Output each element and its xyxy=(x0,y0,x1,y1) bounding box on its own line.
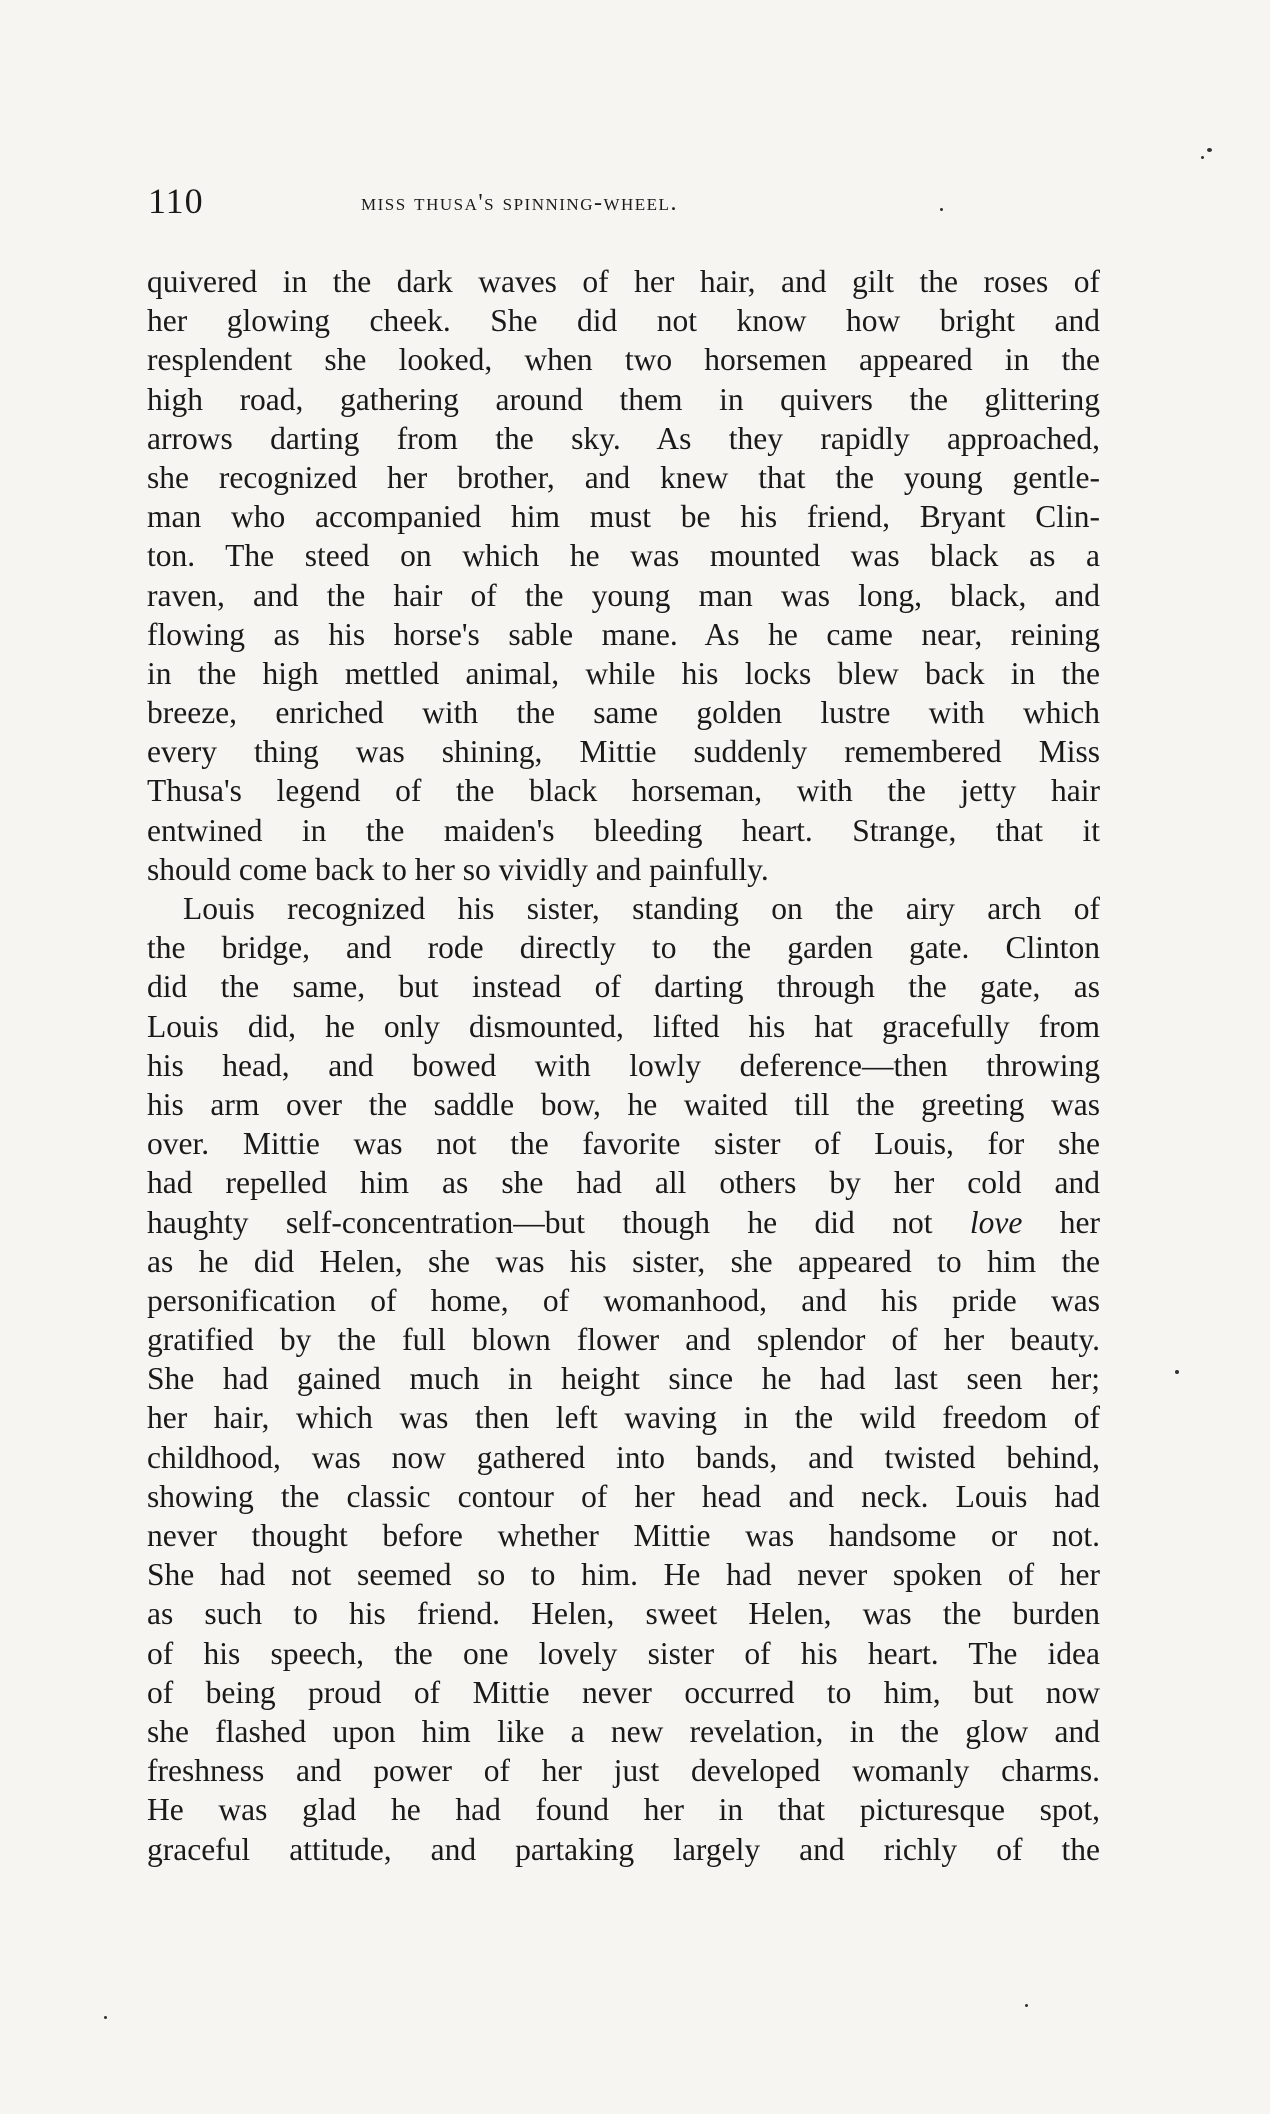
text-line: She had not seemed so to him. He had never spoken of her xyxy=(147,1557,1100,1593)
text-line-with-emphasis xyxy=(147,1203,1100,1242)
text-line: his head, and bowed with lowly deference—then throwing xyxy=(147,1047,1100,1083)
scan-speck xyxy=(1175,1370,1179,1374)
emphasis-love: love xyxy=(969,1204,1023,1240)
text-line: man who accompanied him must be his friend, Bryant Clin- xyxy=(147,499,1100,535)
text-line: her hair, which was then left waving in the wild freedom of xyxy=(147,1400,1100,1436)
scan-speck xyxy=(940,208,943,211)
scan-speck xyxy=(1025,2004,1028,2007)
text-fragment: haughty self-concentration—but though he did not xyxy=(147,1204,970,1240)
running-head xyxy=(148,176,958,226)
text-line: She had gained much in height since he had last seen her; xyxy=(147,1361,1100,1397)
text-line: arrows darting from the sky. As they rapidly approached, xyxy=(147,420,1100,456)
text-line: of his speech, the one lovely sister of his heart. The idea xyxy=(147,1635,1100,1671)
text-line: ton. The steed on which he was mounted was black as a xyxy=(147,538,1100,574)
text-line: entwined in the maiden's bleeding heart. Strange, that it xyxy=(147,812,1100,848)
text-line: resplendent she looked, when two horsemen appeared in the xyxy=(147,342,1100,378)
text-line: He was glad he had found her in that picturesque spot, xyxy=(147,1792,1100,1828)
text-fragment: her xyxy=(1022,1204,1100,1240)
text-line: as he did Helen, she was his sister, she appeared to him the xyxy=(147,1243,1100,1279)
text-line: as such to his friend. Helen, sweet Helen, was the burden xyxy=(147,1596,1100,1632)
text-line: gratified by the full blown flower and splendor of her beauty. xyxy=(147,1322,1100,1358)
text-line: of being proud of Mittie never occurred to him, but now xyxy=(147,1674,1100,1710)
text-line: quivered in the dark waves of her hair, and gilt the roses of xyxy=(147,264,1100,299)
text-line: the bridge, and rode directly to the garden gate. Clinton xyxy=(147,930,1100,966)
text-line: every thing was shining, Mittie suddenly remembered Miss xyxy=(147,734,1100,770)
page-number: 110 xyxy=(148,181,204,221)
text-line: high road, gathering around them in quivers the glittering xyxy=(147,381,1100,417)
text-line: had repelled him as she had all others by her cold and xyxy=(147,1165,1100,1201)
text-line: breeze, enriched with the same golden lustre with which xyxy=(147,695,1100,731)
text-line: Louis did, he only dismounted, lifted his hat gracefully from xyxy=(147,1008,1100,1044)
text-line: in the high mettled animal, while his locks blew back in the xyxy=(147,655,1100,691)
text-line: childhood, was now gathered into bands, and twisted behind, xyxy=(147,1439,1100,1475)
text-line: did the same, but instead of darting through the gate, as xyxy=(147,969,1100,1005)
text-line: showing the classic contour of her head and neck. Louis had xyxy=(147,1478,1100,1514)
text-line: over. Mittie was not the favorite sister of Louis, for she xyxy=(147,1126,1100,1162)
text-line: she recognized her brother, and knew that the young gentle- xyxy=(147,459,1100,495)
scan-speck xyxy=(104,2016,107,2019)
text-line: his arm over the saddle bow, he waited till the greeting was xyxy=(147,1086,1100,1122)
body-text xyxy=(147,262,1100,1869)
text-line: never thought before whether Mittie was handsome or not. xyxy=(147,1518,1100,1553)
text-line: graceful attitude, and partaking largely and richly of the xyxy=(147,1831,1100,1867)
text-line: Thusa's legend of the black horseman, with the jetty hair xyxy=(147,773,1100,809)
text-line: freshness and power of her just developed womanly charms. xyxy=(147,1753,1100,1789)
scan-speck xyxy=(1201,156,1204,159)
text-line: her glowing cheek. She did not know how bright and xyxy=(147,303,1100,339)
scan-speck xyxy=(1207,148,1212,152)
text-line: personification of home, of womanhood, and his pride was xyxy=(147,1282,1100,1318)
text-line: she flashed upon him like a new revelation, in the glow and xyxy=(147,1713,1100,1749)
running-title: miss thusa's spinning-wheel. xyxy=(361,190,678,216)
text-line: flowing as his horse's sable mane. As he came near, reining xyxy=(147,616,1100,652)
text-line: raven, and the hair of the young man was long, black, and xyxy=(147,577,1100,613)
text-line: should come back to her so vividly and painfully. xyxy=(147,851,769,887)
text-line: Louis recognized his sister, standing on the airy arch of xyxy=(183,891,1100,926)
